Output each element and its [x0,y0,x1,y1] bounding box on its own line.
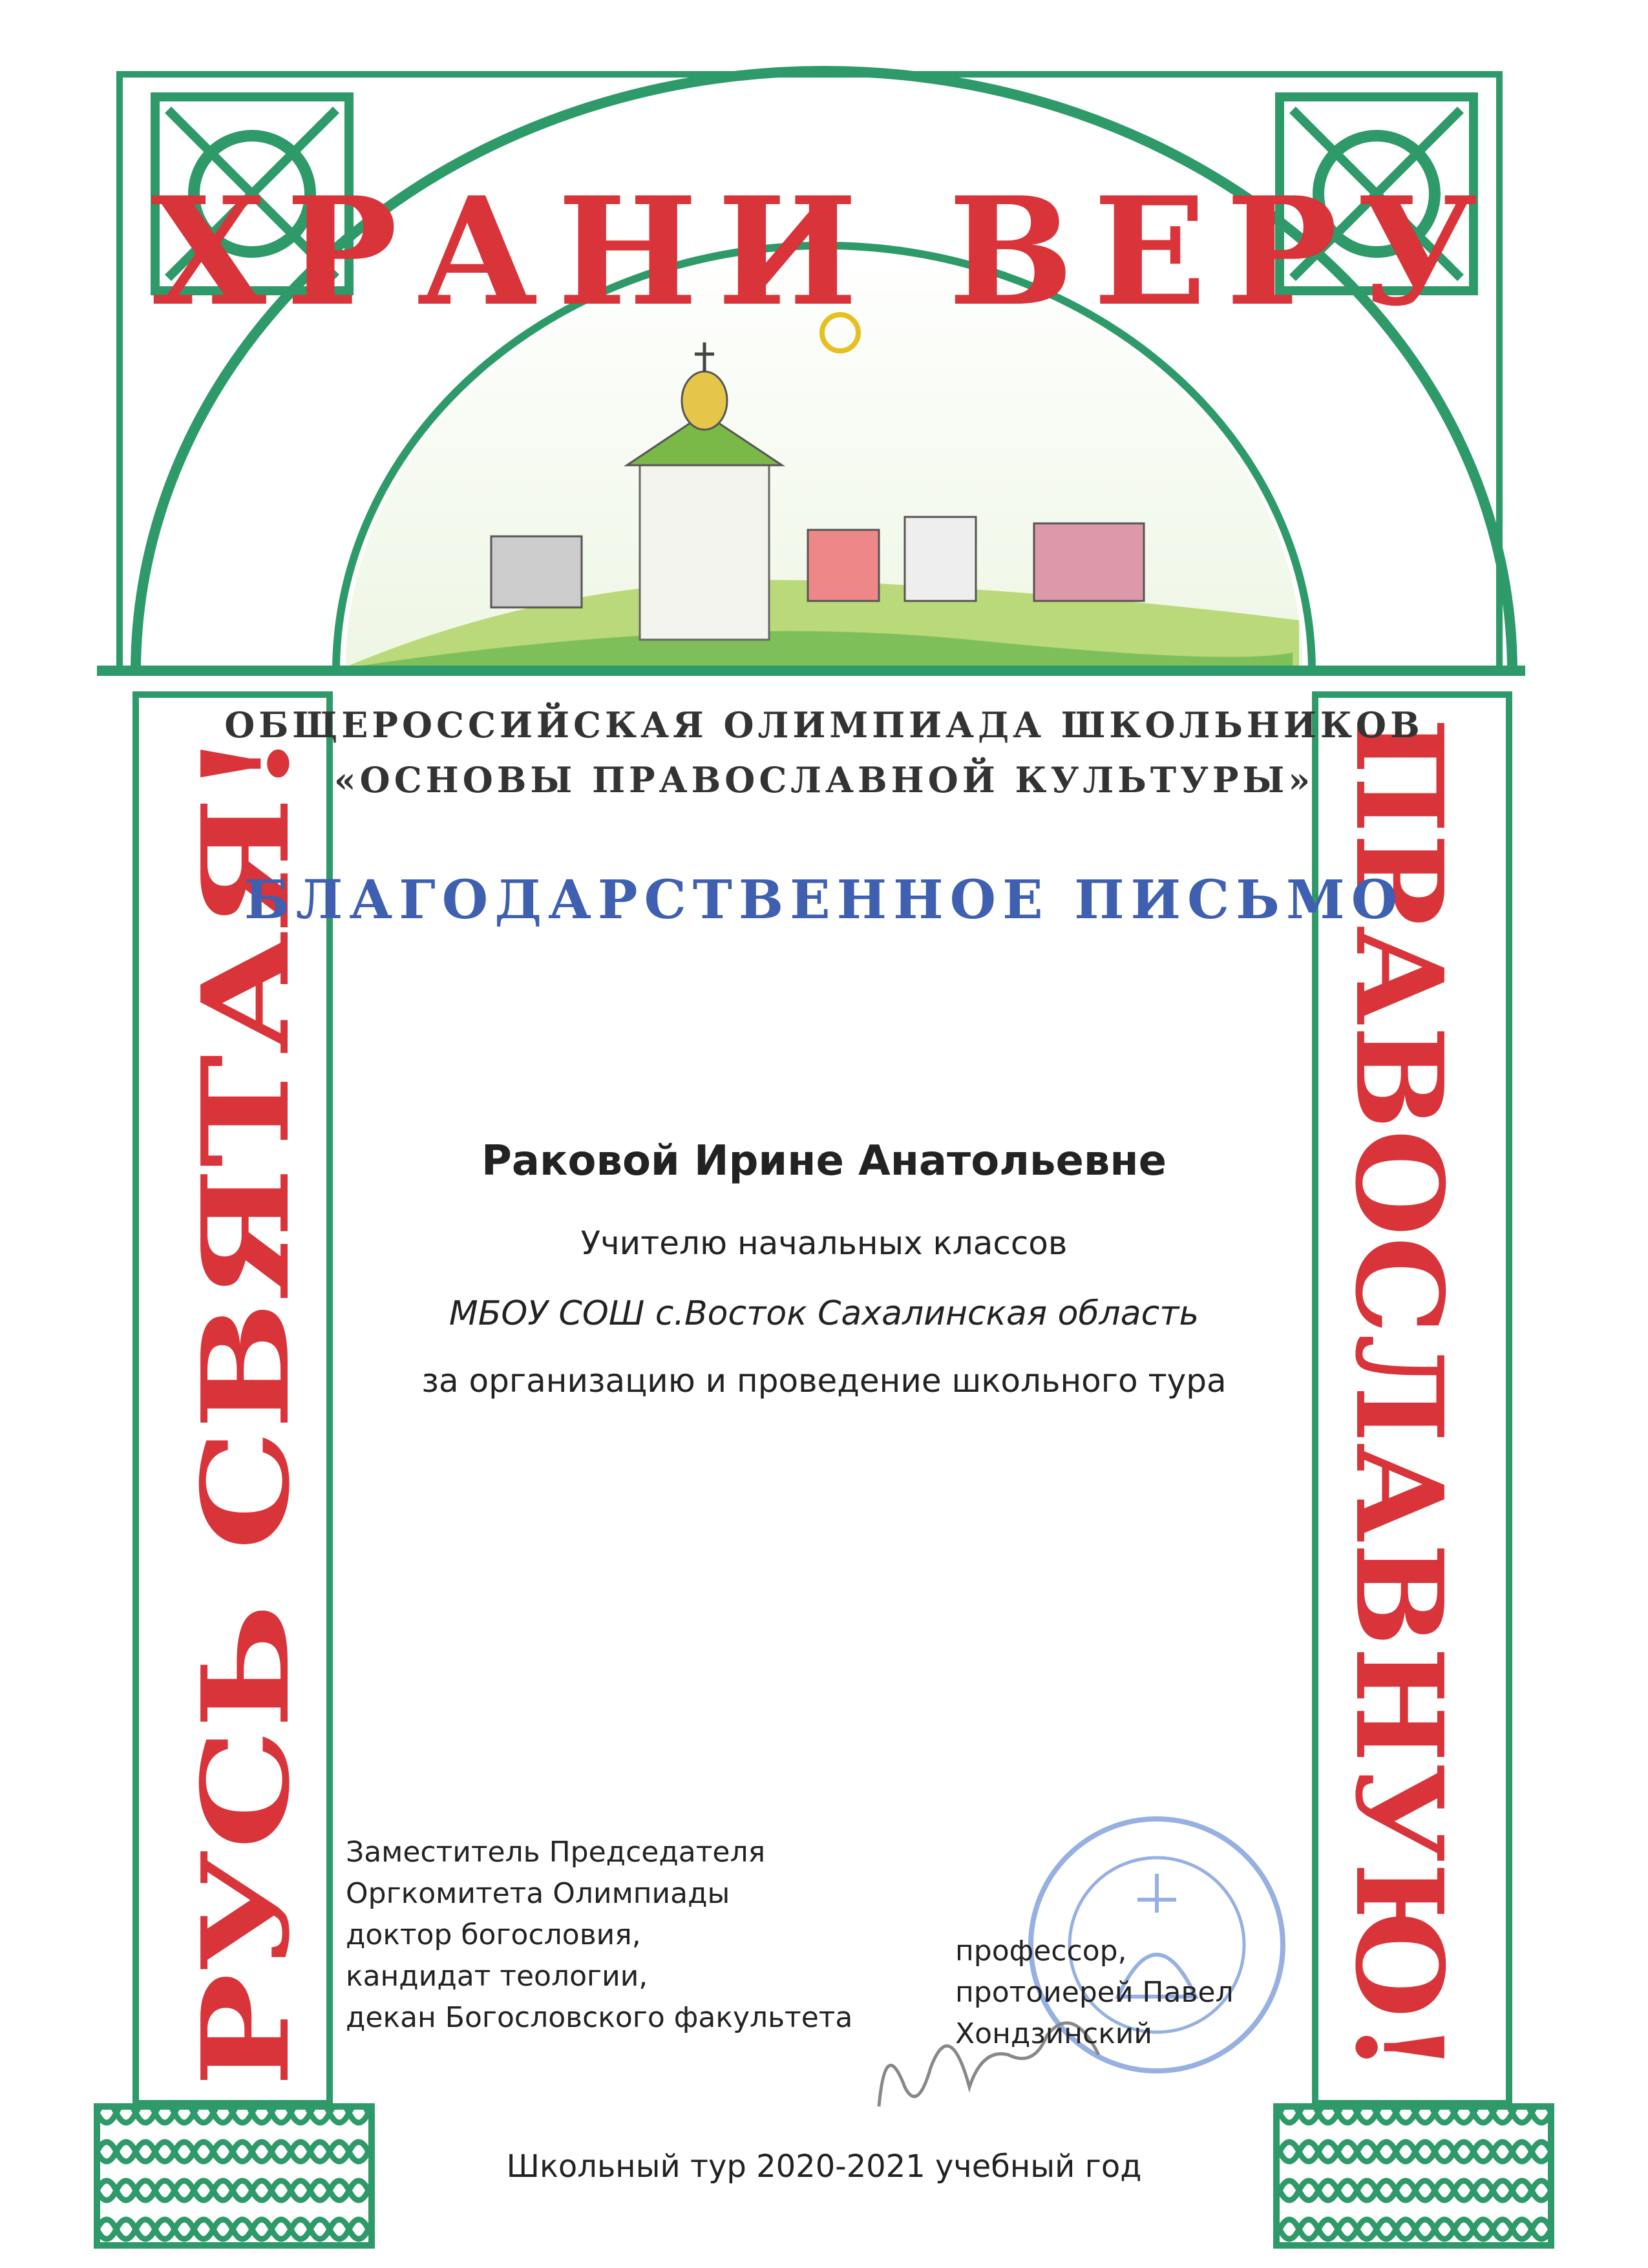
arch-beam [97,666,1525,676]
recipient-school: МБОУ СОШ с.Восток Сахалинская область [449,1294,1199,1333]
signatory-name-right [955,1931,1234,2055]
award-reason: за организацию и проведение школьного тура [421,1362,1227,1400]
arch-left-text: РУСЬ СВЯТАЯ! [175,1019,316,2087]
signatory-line: кандидат теологии, [346,1960,648,1993]
arch-right-text: ПРАВОСЛАВНУЮ! [1329,717,1470,2039]
signatory-line: декан Богословского факультета [346,2001,853,2034]
signatory-titles-left [346,1832,852,2039]
signatory-line: протоиерей Павел [955,1976,1234,2009]
olympiad-title: ОБЩЕРОССИЙСКАЯ ОЛИМПИАДА ШКОЛЬНИКОВ [224,704,1424,746]
arch-top-text: ХРАНИ ВЕРУ [151,165,1497,339]
recipient-position: Учителю начальных классов [580,1224,1068,1262]
recipient-name: Раковой Ирине Анатольевне [481,1137,1167,1185]
signatory-line: Оргкомитета Олимпиады [346,1877,730,1910]
signatory-line: Заместитель Председателя [346,1836,766,1869]
signatory-line: доктор богословия, [346,1918,641,1951]
signatory-line: профессор, [955,1935,1127,1968]
footer-school-year: Школьный тур 2020-2021 учебный год [506,2148,1142,2185]
olympiad-subtitle: «ОСНОВЫ ПРАВОСЛАВНОЙ КУЛЬТУРЫ» [333,759,1315,801]
signatory-line: Хондзинский [955,2017,1152,2050]
letter-title: БЛАГОДАРСТВЕННОЕ ПИСЬМО [244,869,1404,931]
